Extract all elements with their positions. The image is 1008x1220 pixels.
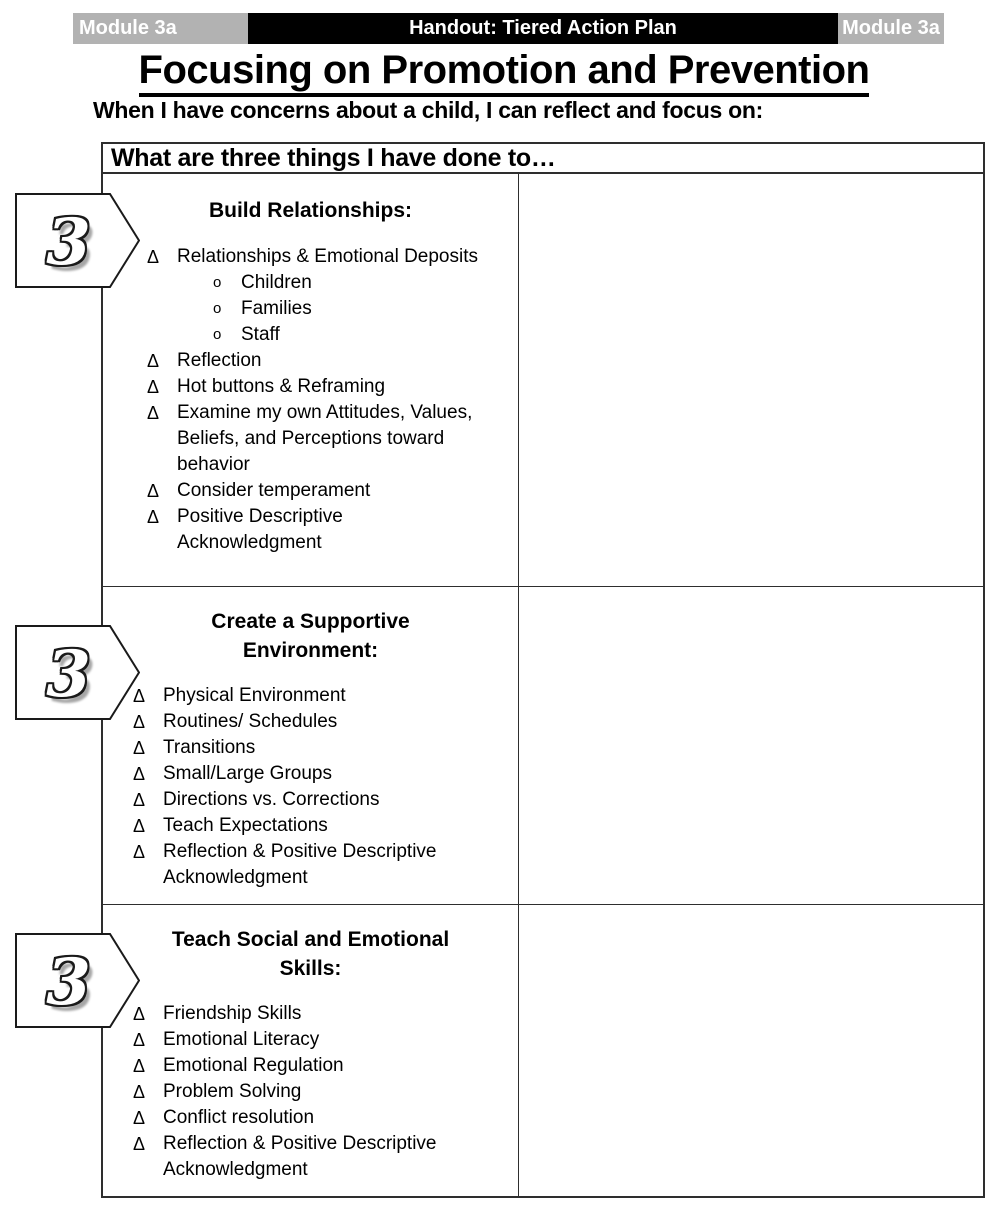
list-item-text: Positive Descriptive Acknowledgment (177, 506, 343, 553)
sub-item-text: Families (241, 298, 312, 319)
worksheet-table (101, 142, 985, 1198)
circle-bullet-icon: o (213, 326, 222, 343)
list-item-text: Friendship Skills (163, 1003, 302, 1024)
module-label-right: Module 3a (838, 13, 944, 44)
list-item (133, 709, 512, 735)
triangle-bullet-icon: Δ (133, 764, 146, 784)
list-item-text: Routines/ Schedules (163, 711, 338, 732)
table-row (103, 586, 983, 904)
list-item-text: Hot buttons & Reframing (177, 376, 386, 397)
list-item-text: Consider temperament (177, 480, 371, 501)
triangle-bullet-icon: Δ (133, 842, 146, 862)
list-item-text: Conflict resolution (163, 1107, 315, 1128)
triangle-bullet-icon: Δ (133, 712, 146, 732)
row1-heading: Build Relationships: (208, 199, 412, 222)
list-item-text: Directions vs. Corrections (163, 789, 380, 810)
page-title: Focusing on Promotion and Prevention (139, 49, 870, 97)
list-item-text: Problem Solving (163, 1081, 302, 1102)
row1-list (103, 244, 518, 556)
list-item (133, 1053, 512, 1079)
triangle-bullet-icon: Δ (133, 686, 146, 706)
triangle-bullet-icon: Δ (147, 377, 160, 397)
table-row (103, 904, 983, 1196)
three-arrow-callout (15, 193, 140, 288)
list-item (133, 683, 512, 709)
list-item (147, 504, 512, 556)
module-label-left: Module 3a (73, 13, 248, 44)
triangle-bullet-icon: Δ (133, 1030, 146, 1050)
list-item (147, 478, 512, 504)
sub-list-item (213, 296, 512, 322)
list-item-text: Emotional Regulation (163, 1055, 344, 1076)
top-module-bar (73, 13, 944, 44)
triangle-bullet-icon: Δ (147, 481, 160, 501)
list-item-text: Reflection (177, 350, 262, 371)
triangle-bullet-icon: Δ (147, 351, 160, 371)
list-item-text: Reflection & Positive Descriptive Acknowledgment (163, 841, 437, 888)
list-item (133, 1131, 512, 1183)
page-title-wrap (0, 49, 1008, 97)
list-item (133, 735, 512, 761)
arrow-number: 3 (46, 205, 91, 280)
row2-answer-cell (519, 587, 983, 904)
triangle-bullet-icon: Δ (133, 738, 146, 758)
list-item-text: Teach Expectations (163, 815, 328, 836)
list-item (133, 1027, 512, 1053)
triangle-bullet-icon: Δ (133, 1056, 146, 1076)
arrow-number: 3 (46, 945, 91, 1020)
three-arrow-callout (15, 625, 140, 720)
list-item-text: Emotional Literacy (163, 1029, 320, 1050)
list-item (133, 813, 512, 839)
arrow-number: 3 (46, 637, 91, 712)
triangle-bullet-icon: Δ (133, 790, 146, 810)
triangle-bullet-icon: Δ (133, 1082, 146, 1102)
table-row (103, 174, 983, 586)
sub-item-text: Children (241, 272, 312, 293)
row3-list (103, 1001, 518, 1183)
table-header: What are three things I have done to… (103, 144, 983, 174)
triangle-bullet-icon: Δ (133, 1004, 146, 1024)
list-item (133, 1001, 512, 1027)
list-item (147, 400, 512, 478)
row3-answer-cell (519, 905, 983, 1196)
list-item (133, 761, 512, 787)
circle-bullet-icon: o (213, 274, 222, 291)
list-item (133, 1079, 512, 1105)
row3-heading: Teach Social and Emotional Skills: (171, 928, 450, 980)
row1-prompt-cell (103, 174, 519, 586)
list-item-text: Physical Environment (163, 685, 346, 706)
sub-list (213, 270, 512, 348)
list-item (133, 1105, 512, 1131)
list-item-text: Small/Large Groups (163, 763, 332, 784)
row1-answer-cell (519, 174, 983, 586)
sub-list-item (213, 322, 512, 348)
row3-prompt-cell (103, 905, 519, 1196)
list-item-text: Reflection & Positive Descriptive Acknowledgment (163, 1133, 437, 1180)
triangle-bullet-icon: Δ (147, 403, 160, 423)
list-item (147, 374, 512, 400)
list-item-text: Transitions (163, 737, 256, 758)
list-item (133, 839, 512, 891)
row2-list (103, 683, 518, 891)
triangle-bullet-icon: Δ (133, 816, 146, 836)
triangle-bullet-icon: Δ (133, 1134, 146, 1154)
row2-prompt-cell (103, 587, 519, 904)
sub-item-text: Staff (241, 324, 280, 345)
triangle-bullet-icon: Δ (147, 247, 160, 267)
list-item (147, 348, 512, 374)
sub-list-item (213, 270, 512, 296)
three-arrow-callout (15, 933, 140, 1028)
triangle-bullet-icon: Δ (147, 507, 160, 527)
circle-bullet-icon: o (213, 300, 222, 317)
list-item-text: Examine my own Attitudes, Values, Beliefs, and Perceptions toward behavior (177, 402, 473, 475)
triangle-bullet-icon: Δ (133, 1108, 146, 1128)
handout-title-bar: Handout: Tiered Action Plan (248, 13, 838, 44)
page-subtitle: When I have concerns about a child, I can reflect and focus on: (93, 97, 763, 123)
list-item (133, 787, 512, 813)
list-item-text: Relationships & Emotional Deposits (177, 246, 478, 267)
list-item (147, 244, 512, 348)
row2-heading: Create a Supportive Environment: (211, 610, 410, 662)
